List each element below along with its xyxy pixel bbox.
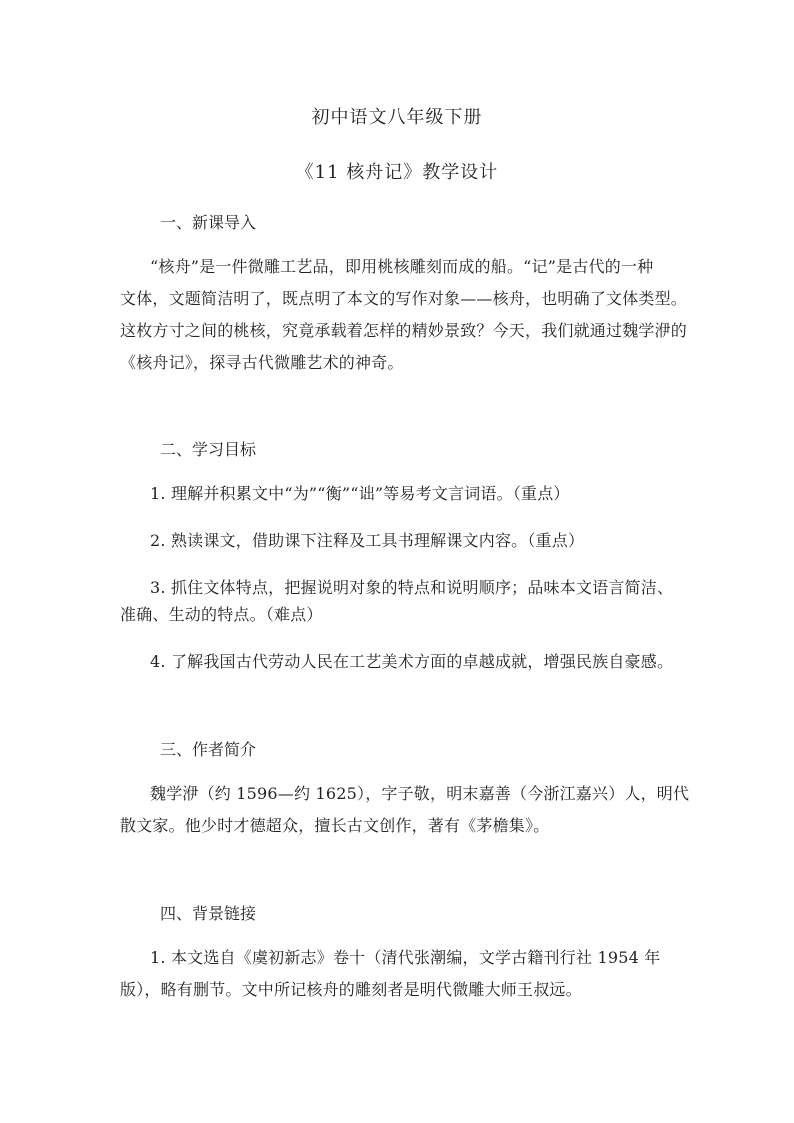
background-line-1: 1. 本文选自《虞初新志》卷十（清代张潮编，文学古籍刊行社 1954 年 <box>150 948 661 967</box>
background-line-2: 版），略有删节。文中所记核舟的雕刻者是明代微雕大师王叔远。 <box>120 980 582 999</box>
goal-item-2: 2. 熟读课文，借助课下注释及工具书理解课文内容。（重点） <box>150 531 585 550</box>
goal-item-1: 1. 理解并积累文中“为”“衡”“诎”等易考文言词语。（重点） <box>150 484 570 503</box>
document-title: 初中语文八年级下册 <box>311 107 483 128</box>
section-heading-goals: 二、学习目标 <box>160 440 257 459</box>
document-subtitle: 《11 核舟记》教学设计 <box>295 162 499 183</box>
intro-line-1: “核舟”是一件微雕工艺品，即用桃核雕刻而成的船。“记”是古代的一种 <box>150 257 654 276</box>
intro-line-3: 这枚方寸之间的桃核，究竟承载着怎样的精妙景致？今天，我们就通过魏学洢的 <box>120 321 688 340</box>
goal-item-3-line-2: 准确、生动的特点。（难点） <box>120 605 323 624</box>
section-heading-author: 三、作者简介 <box>160 740 257 759</box>
author-line-2: 散文家。他少时才德超众，擅长古文创作，著有《茅檐集》。 <box>120 816 550 835</box>
intro-line-4: 《核舟记》，探寻古代微雕艺术的神奇。 <box>120 353 404 372</box>
goal-item-3-line-1: 3. 抓住文体特点，把握说明对象的特点和说明顺序；品味本文语言简洁、 <box>150 578 674 597</box>
section-heading-background: 四、背景链接 <box>160 904 257 923</box>
author-line-1: 魏学洢（约 1596—约 1625），字子敬，明末嘉善（今浙江嘉兴）人，明代 <box>150 784 690 803</box>
intro-line-2: 文体，文题简洁明了，既点明了本文的写作对象——核舟，也明确了文体类型。 <box>120 289 688 308</box>
section-heading-intro: 一、新课导入 <box>160 213 257 232</box>
goal-item-4: 4. 了解我国古代劳动人民在工艺美术方面的卓越成就，增强民族自豪感。 <box>150 652 674 671</box>
